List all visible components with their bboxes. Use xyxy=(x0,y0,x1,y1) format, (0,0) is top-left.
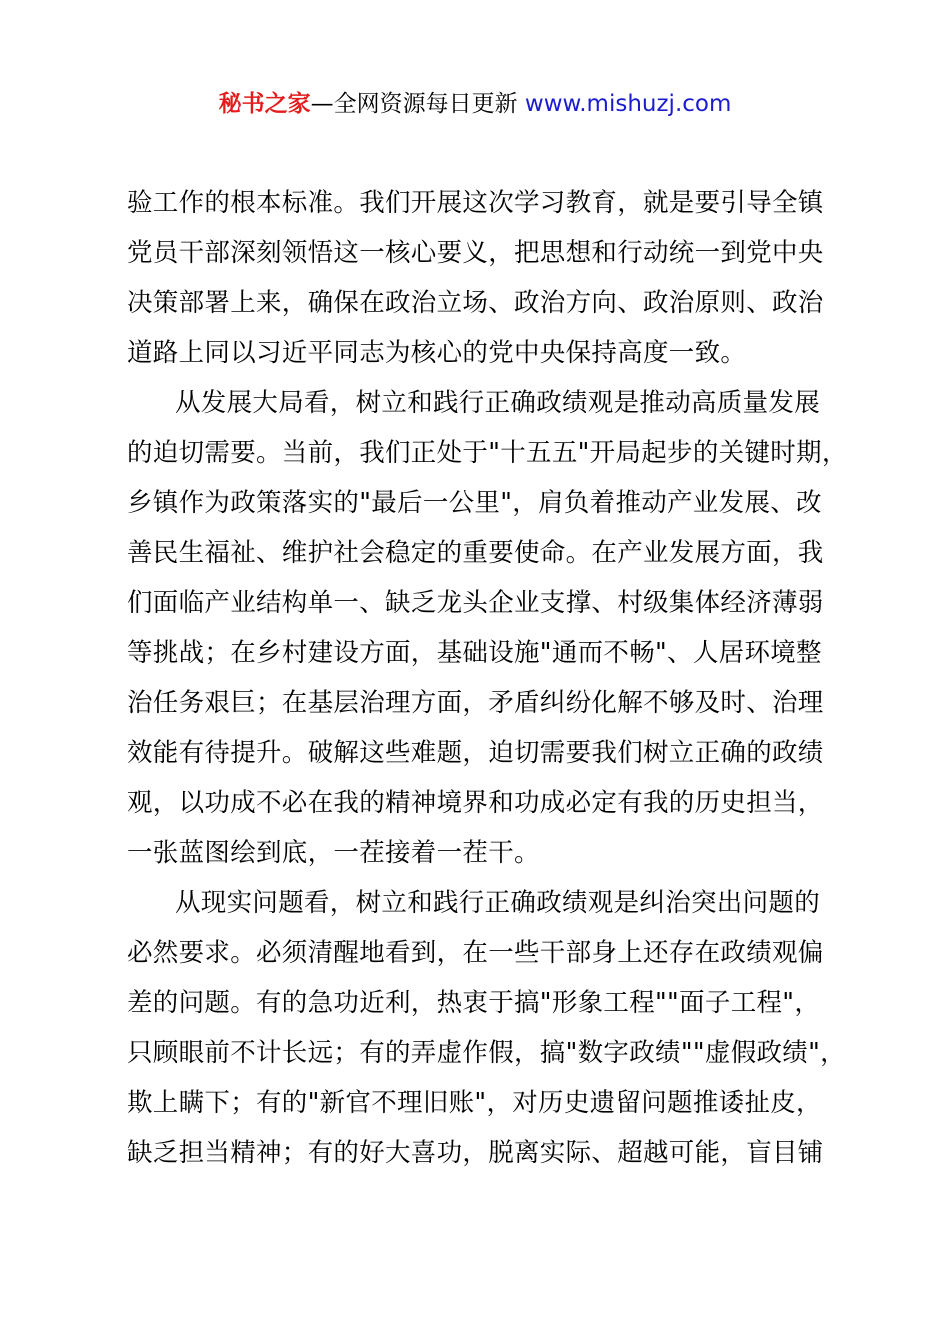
text-line: 欺上瞒下；有的"新官不理旧账"，对历史遗留问题推诿扯皮， xyxy=(127,1088,822,1118)
website-url[interactable]: www.mishuzj.com xyxy=(524,91,732,117)
document-body xyxy=(127,178,848,1178)
text-line: 党员干部深刻领悟这一核心要义，把思想和行动统一到党中央 xyxy=(127,238,824,268)
text-line: 们面临产业结构单一、缺乏龙头企业支撑、村级集体经济薄弱 xyxy=(127,588,824,618)
text-line: 效能有待提升。破解这些难题，迫切需要我们树立正确的政绩 xyxy=(127,738,824,768)
text-line: 观，以功成不必在我的精神境界和功成必定有我的历史担当， xyxy=(127,788,824,818)
paragraph-start-line: 从现实问题看，树立和践行正确政绩观是纠治突出问题的 xyxy=(175,888,821,918)
header-tagline: —全网资源每日更新 xyxy=(310,91,518,117)
page-header xyxy=(0,86,950,122)
text-line: 的迫切需要。当前，我们正处于"十五五"开局起步的关键时期， xyxy=(127,438,848,468)
text-line: 决策部署上来，确保在政治立场、政治方向、政治原则、政治 xyxy=(127,288,824,318)
text-line: 乡镇作为政策落实的"最后一公里"，肩负着推动产业发展、改 xyxy=(127,488,822,518)
paragraph-start-line: 从发展大局看，树立和践行正确政绩观是推动高质量发展 xyxy=(175,388,821,418)
text-line: 只顾眼前不计长远；有的弄虚作假，搞"数字政绩""虚假政绩"， xyxy=(127,1038,846,1068)
text-line: 治任务艰巨；在基层治理方面，矛盾纠纷化解不够及时、治理 xyxy=(127,688,824,718)
text-line: 缺乏担当精神；有的好大喜功，脱离实际、超越可能，盲目铺 xyxy=(127,1138,824,1168)
text-line: 善民生福祉、维护社会稳定的重要使命。在产业发展方面，我 xyxy=(127,538,824,568)
text-line: 必然要求。必须清醒地看到，在一些干部身上还存在政绩观偏 xyxy=(127,938,824,968)
text-line: 一张蓝图绘到底，一茬接着一茬干。 xyxy=(127,838,540,868)
text-line: 差的问题。有的急功近利，热衷于搞"形象工程""面子工程"， xyxy=(127,988,821,1018)
text-line: 验工作的根本标准。我们开展这次学习教育，就是要引导全镇 xyxy=(127,188,824,218)
brand-name: 秘书之家 xyxy=(218,91,311,117)
text-line: 等挑战；在乡村建设方面，基础设施"通而不畅"、人居环境整 xyxy=(127,638,822,668)
text-line: 道路上同以习近平同志为核心的党中央保持高度一致。 xyxy=(127,338,747,368)
